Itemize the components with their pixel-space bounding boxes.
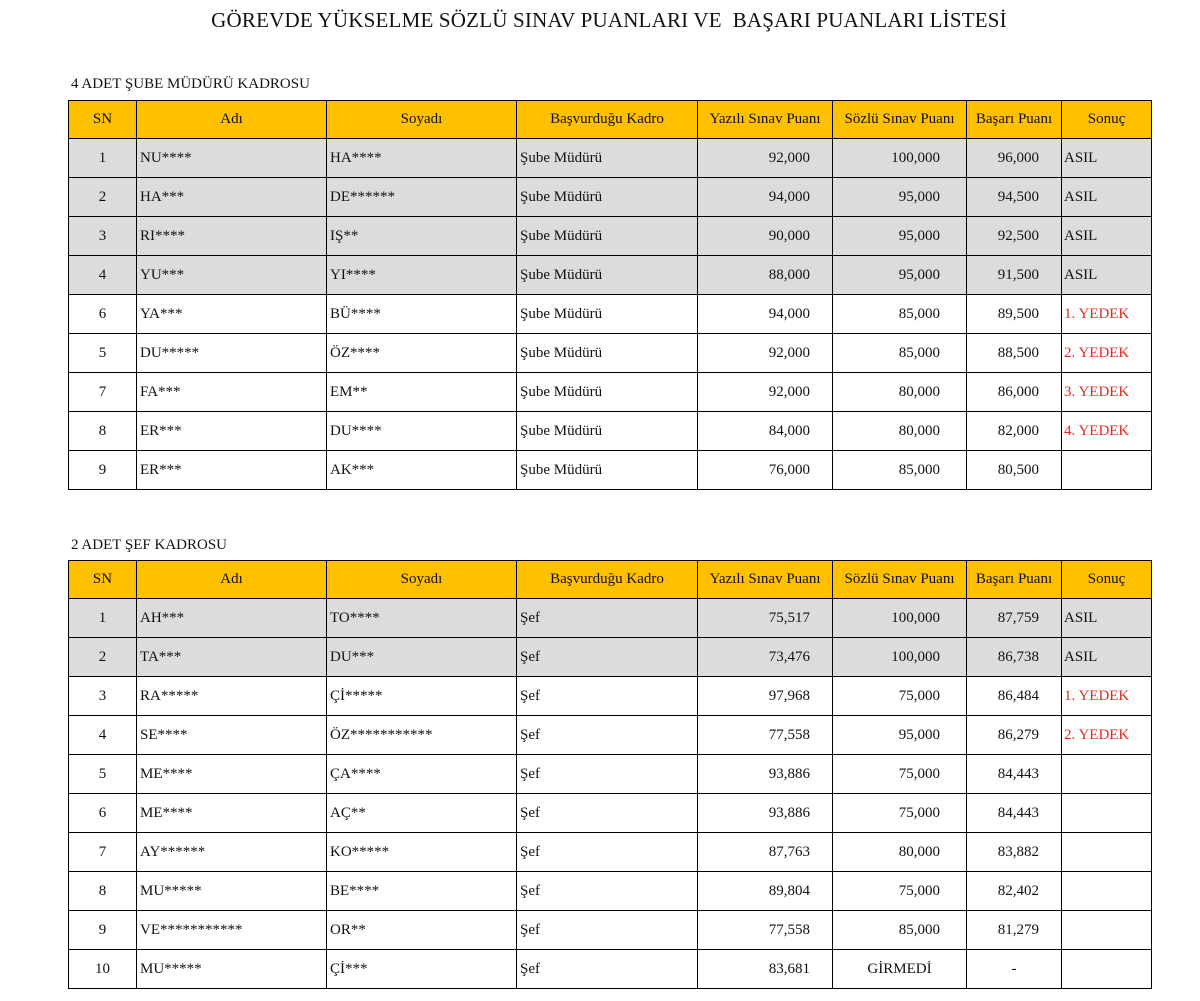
- cell-sn: 2: [69, 638, 137, 677]
- cell-sozlu: 95,000: [833, 716, 967, 755]
- cell-yazili: 89,804: [698, 872, 833, 911]
- cell-sonuc: [1062, 950, 1152, 989]
- cell-kadro: Şef: [517, 950, 698, 989]
- header-yazili: Yazılı Sınav Puanı: [698, 561, 833, 599]
- table-row: [69, 217, 1152, 256]
- header-sonuc: Sonuç: [1062, 101, 1152, 139]
- cell-kadro: Şef: [517, 794, 698, 833]
- table-row: [69, 178, 1152, 217]
- header-sozlu: Sözlü Sınav Puanı: [833, 101, 967, 139]
- header-adi: Adı: [137, 101, 327, 139]
- sube-muduru-table: [68, 100, 1152, 490]
- cell-kadro: Şube Müdürü: [517, 334, 698, 373]
- table-row: [69, 295, 1152, 334]
- sef-table-block: [68, 560, 1152, 989]
- header-yazili: Yazılı Sınav Puanı: [698, 101, 833, 139]
- cell-adi: RI****: [137, 217, 327, 256]
- cell-sn: 2: [69, 178, 137, 217]
- cell-basari: 84,443: [967, 755, 1062, 794]
- cell-basari: 86,484: [967, 677, 1062, 716]
- table-header-row: [69, 561, 1152, 599]
- cell-basari: 92,500: [967, 217, 1062, 256]
- cell-sozlu: 80,000: [833, 833, 967, 872]
- cell-sozlu: 80,000: [833, 373, 967, 412]
- cell-basari: 86,279: [967, 716, 1062, 755]
- table-row: [69, 755, 1152, 794]
- header-adi: Adı: [137, 561, 327, 599]
- cell-sn: 3: [69, 677, 137, 716]
- cell-yazili: 83,681: [698, 950, 833, 989]
- cell-sn: 5: [69, 334, 137, 373]
- cell-adi: YA***: [137, 295, 327, 334]
- cell-adi: ER***: [137, 412, 327, 451]
- cell-adi: TA***: [137, 638, 327, 677]
- cell-sn: 8: [69, 872, 137, 911]
- table-row: [69, 911, 1152, 950]
- cell-kadro: Şube Müdürü: [517, 217, 698, 256]
- cell-yazili: 77,558: [698, 911, 833, 950]
- header-sn: SN: [69, 101, 137, 139]
- cell-yazili: 94,000: [698, 295, 833, 334]
- cell-yazili: 94,000: [698, 178, 833, 217]
- cell-sonuc: 4. YEDEK: [1062, 412, 1152, 451]
- cell-kadro: Şef: [517, 755, 698, 794]
- cell-sn: 1: [69, 139, 137, 178]
- cell-adi: MU*****: [137, 872, 327, 911]
- cell-sozlu: 80,000: [833, 412, 967, 451]
- cell-soyadi: AK***: [327, 451, 517, 490]
- cell-yazili: 93,886: [698, 755, 833, 794]
- cell-sonuc: ASIL: [1062, 638, 1152, 677]
- cell-sn: 7: [69, 373, 137, 412]
- cell-sozlu: 85,000: [833, 334, 967, 373]
- cell-sonuc: [1062, 794, 1152, 833]
- cell-sonuc: [1062, 911, 1152, 950]
- table-row: [69, 451, 1152, 490]
- header-sn: SN: [69, 561, 137, 599]
- cell-sn: 10: [69, 950, 137, 989]
- cell-sn: 9: [69, 911, 137, 950]
- cell-sozlu: 75,000: [833, 755, 967, 794]
- cell-kadro: Şube Müdürü: [517, 178, 698, 217]
- cell-sn: 4: [69, 716, 137, 755]
- cell-yazili: 92,000: [698, 139, 833, 178]
- cell-sn: 4: [69, 256, 137, 295]
- table-header-row: [69, 101, 1152, 139]
- cell-yazili: 92,000: [698, 334, 833, 373]
- cell-adi: ME****: [137, 755, 327, 794]
- cell-kadro: Şube Müdürü: [517, 451, 698, 490]
- cell-kadro: Şef: [517, 638, 698, 677]
- cell-soyadi: ÖZ***********: [327, 716, 517, 755]
- cell-sozlu: 100,000: [833, 599, 967, 638]
- cell-soyadi: BE****: [327, 872, 517, 911]
- cell-sonuc: 2. YEDEK: [1062, 716, 1152, 755]
- cell-soyadi: Çİ*****: [327, 677, 517, 716]
- cell-sonuc: ASIL: [1062, 256, 1152, 295]
- cell-sozlu: 75,000: [833, 677, 967, 716]
- cell-kadro: Şube Müdürü: [517, 256, 698, 295]
- cell-sozlu: 85,000: [833, 911, 967, 950]
- table-row: [69, 677, 1152, 716]
- cell-basari: 84,443: [967, 794, 1062, 833]
- cell-kadro: Şef: [517, 911, 698, 950]
- cell-soyadi: IŞ**: [327, 217, 517, 256]
- page-title: GÖREVDE YÜKSELME SÖZLÜ SINAV PUANLARI VE BAŞARI PUANLARI LİSTESİ: [211, 8, 1007, 32]
- header-sozlu: Sözlü Sınav Puanı: [833, 561, 967, 599]
- cell-soyadi: TO****: [327, 599, 517, 638]
- table-row: [69, 412, 1152, 451]
- cell-basari: 86,000: [967, 373, 1062, 412]
- cell-yazili: 92,000: [698, 373, 833, 412]
- cell-sozlu: 100,000: [833, 139, 967, 178]
- cell-soyadi: Çİ***: [327, 950, 517, 989]
- cell-sozlu: 75,000: [833, 794, 967, 833]
- cell-basari: 96,000: [967, 139, 1062, 178]
- cell-adi: HA***: [137, 178, 327, 217]
- cell-kadro: Şube Müdürü: [517, 295, 698, 334]
- cell-sozlu: 95,000: [833, 217, 967, 256]
- cell-sozlu: GİRMEDİ: [833, 950, 967, 989]
- table-row: [69, 139, 1152, 178]
- cell-sonuc: ASIL: [1062, 178, 1152, 217]
- cell-adi: AY******: [137, 833, 327, 872]
- header-kadro: Başvurduğu Kadro: [517, 561, 698, 599]
- cell-basari: 80,500: [967, 451, 1062, 490]
- table-row: [69, 794, 1152, 833]
- cell-soyadi: ÖZ****: [327, 334, 517, 373]
- cell-sonuc: [1062, 872, 1152, 911]
- cell-basari: 87,759: [967, 599, 1062, 638]
- cell-sn: 9: [69, 451, 137, 490]
- header-basari: Başarı Puanı: [967, 561, 1062, 599]
- table-row: [69, 373, 1152, 412]
- header-soyadi: Soyadı: [327, 561, 517, 599]
- cell-kadro: Şube Müdürü: [517, 139, 698, 178]
- cell-yazili: 93,886: [698, 794, 833, 833]
- cell-soyadi: KO*****: [327, 833, 517, 872]
- cell-yazili: 76,000: [698, 451, 833, 490]
- cell-sonuc: ASIL: [1062, 217, 1152, 256]
- cell-basari: 83,882: [967, 833, 1062, 872]
- table-row: [69, 334, 1152, 373]
- cell-sozlu: 85,000: [833, 451, 967, 490]
- cell-adi: DU*****: [137, 334, 327, 373]
- cell-adi: SE****: [137, 716, 327, 755]
- cell-yazili: 84,000: [698, 412, 833, 451]
- cell-soyadi: OR**: [327, 911, 517, 950]
- cell-soyadi: ÇA****: [327, 755, 517, 794]
- cell-yazili: 73,476: [698, 638, 833, 677]
- cell-kadro: Şef: [517, 677, 698, 716]
- cell-sonuc: [1062, 451, 1152, 490]
- cell-yazili: 90,000: [698, 217, 833, 256]
- cell-sn: 6: [69, 794, 137, 833]
- cell-yazili: 75,517: [698, 599, 833, 638]
- cell-basari: 81,279: [967, 911, 1062, 950]
- cell-soyadi: HA****: [327, 139, 517, 178]
- cell-sozlu: 95,000: [833, 178, 967, 217]
- cell-sonuc: 1. YEDEK: [1062, 677, 1152, 716]
- header-soyadi: Soyadı: [327, 101, 517, 139]
- cell-yazili: 88,000: [698, 256, 833, 295]
- cell-sn: 3: [69, 217, 137, 256]
- header-basari: Başarı Puanı: [967, 101, 1062, 139]
- table-row: [69, 256, 1152, 295]
- cell-sonuc: [1062, 755, 1152, 794]
- table-row: [69, 599, 1152, 638]
- cell-kadro: Şef: [517, 716, 698, 755]
- cell-yazili: 97,968: [698, 677, 833, 716]
- cell-sonuc: [1062, 833, 1152, 872]
- sef-table: [68, 560, 1152, 989]
- cell-adi: FA***: [137, 373, 327, 412]
- table-row: [69, 716, 1152, 755]
- cell-sonuc: 2. YEDEK: [1062, 334, 1152, 373]
- cell-sonuc: 1. YEDEK: [1062, 295, 1152, 334]
- cell-kadro: Şube Müdürü: [517, 412, 698, 451]
- header-kadro: Başvurduğu Kadro: [517, 101, 698, 139]
- cell-basari: 82,402: [967, 872, 1062, 911]
- cell-basari: -: [967, 950, 1062, 989]
- header-sonuc: Sonuç: [1062, 561, 1152, 599]
- cell-adi: YU***: [137, 256, 327, 295]
- cell-kadro: Şef: [517, 833, 698, 872]
- cell-soyadi: YI****: [327, 256, 517, 295]
- section-heading-sef: 2 ADET ŞEF KADROSU: [71, 537, 227, 553]
- cell-adi: RA*****: [137, 677, 327, 716]
- table-row: [69, 950, 1152, 989]
- table-row: [69, 638, 1152, 677]
- cell-adi: NU****: [137, 139, 327, 178]
- cell-soyadi: DU***: [327, 638, 517, 677]
- cell-adi: ER***: [137, 451, 327, 490]
- cell-basari: 82,000: [967, 412, 1062, 451]
- cell-soyadi: DE******: [327, 178, 517, 217]
- cell-sozlu: 100,000: [833, 638, 967, 677]
- cell-kadro: Şube Müdürü: [517, 373, 698, 412]
- sube-muduru-table-block: [68, 100, 1152, 490]
- cell-sonuc: ASIL: [1062, 139, 1152, 178]
- cell-sn: 7: [69, 833, 137, 872]
- cell-adi: VE***********: [137, 911, 327, 950]
- cell-yazili: 77,558: [698, 716, 833, 755]
- cell-yazili: 87,763: [698, 833, 833, 872]
- cell-sonuc: ASIL: [1062, 599, 1152, 638]
- cell-basari: 88,500: [967, 334, 1062, 373]
- cell-basari: 91,500: [967, 256, 1062, 295]
- cell-kadro: Şef: [517, 599, 698, 638]
- cell-sn: 5: [69, 755, 137, 794]
- cell-sn: 6: [69, 295, 137, 334]
- table-row: [69, 833, 1152, 872]
- cell-sozlu: 95,000: [833, 256, 967, 295]
- cell-soyadi: DU****: [327, 412, 517, 451]
- cell-adi: AH***: [137, 599, 327, 638]
- cell-sn: 1: [69, 599, 137, 638]
- cell-soyadi: BÜ****: [327, 295, 517, 334]
- cell-sozlu: 75,000: [833, 872, 967, 911]
- cell-basari: 89,500: [967, 295, 1062, 334]
- cell-soyadi: EM**: [327, 373, 517, 412]
- cell-basari: 94,500: [967, 178, 1062, 217]
- cell-sonuc: 3. YEDEK: [1062, 373, 1152, 412]
- cell-soyadi: AÇ**: [327, 794, 517, 833]
- cell-adi: MU*****: [137, 950, 327, 989]
- table-row: [69, 872, 1152, 911]
- cell-sn: 8: [69, 412, 137, 451]
- cell-kadro: Şef: [517, 872, 698, 911]
- cell-basari: 86,738: [967, 638, 1062, 677]
- cell-sozlu: 85,000: [833, 295, 967, 334]
- cell-adi: ME****: [137, 794, 327, 833]
- section-heading-sube-muduru: 4 ADET ŞUBE MÜDÜRÜ KADROSU: [71, 76, 310, 92]
